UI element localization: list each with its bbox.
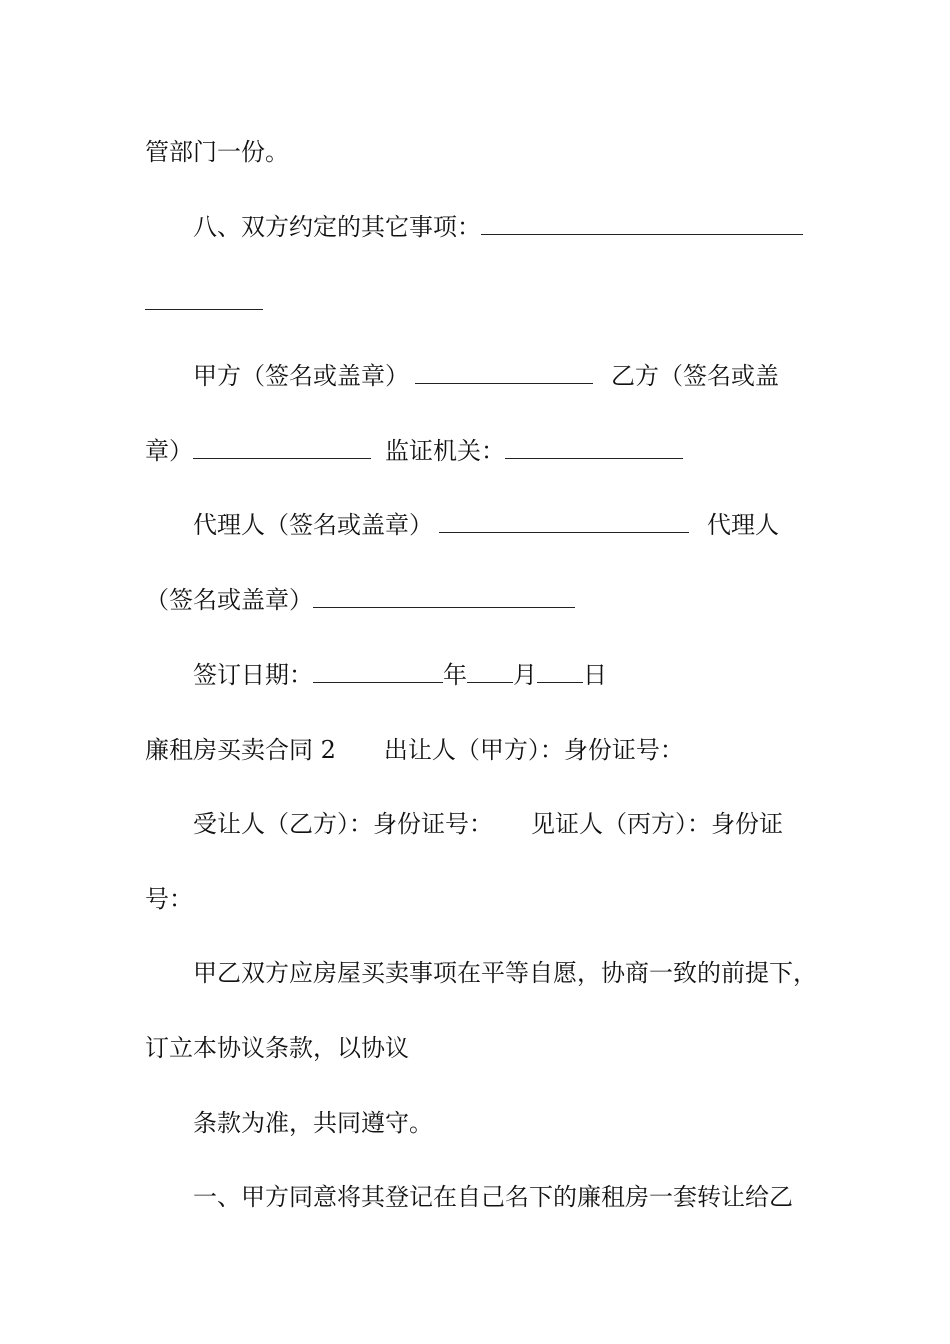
signature-line [193,361,779,391]
parties-line [193,809,783,839]
other-matters-line [193,212,803,242]
fill-blank [505,436,683,459]
agent2-signature-label: 代理人 [707,511,779,539]
fill-blank [467,660,513,683]
text-line [145,884,193,914]
fill-blank [537,660,583,683]
party-b-signature-label: 乙方（签名或盖 [611,362,779,390]
signing-date-label: 签订日期： [193,661,313,689]
party-a-signature-label: 甲方（签名或盖章） [193,362,409,390]
fill-blank [193,436,371,459]
signature-line [145,436,683,466]
fill-blank [313,660,443,683]
agent-signature-line [193,510,779,540]
other-matters-label: 八、双方约定的其它事项： [193,213,481,241]
preamble-text-cont: 订立本协议条款，以协议 [145,1034,409,1062]
fill-blank [481,212,803,235]
fill-blank [415,361,593,384]
contract-title-line [145,735,684,765]
agent2-signature-label-end: （签名或盖章） [145,586,313,614]
fill-blank [313,585,575,608]
paragraph-line [145,1033,409,1063]
month-label: 月 [513,661,537,689]
paragraph-line [193,1108,433,1138]
clause-one-line [193,1182,793,1212]
signing-date-line [193,660,607,690]
year-label: 年 [443,661,467,689]
day-label: 日 [583,661,607,689]
preamble-text-end: 条款为准，共同遵守。 [193,1109,433,1137]
witness-party-label: 见证人（丙方）：身份证 [531,810,783,838]
text-line [145,137,289,167]
agent-signature-line [145,585,575,615]
contract-title: 廉租房买卖合同 2 [145,736,336,764]
fill-blank [439,510,689,533]
id-number-label-end: 号： [145,885,193,913]
agent-signature-label: 代理人（签名或盖章） [193,511,433,539]
paragraph-line [193,958,817,988]
clause-one-text: 一、甲方同意将其登记在自己名下的廉租房一套转让给乙 [193,1183,793,1211]
witness-authority-label: 监证机关： [385,437,505,465]
fill-blank [145,287,263,310]
party-b-signature-label-end: 章） [145,437,193,465]
preamble-text: 甲乙双方应房屋买卖事项在平等自愿，协商一致的前提下， [193,959,817,987]
paragraph-end-text: 管部门一份。 [145,138,289,166]
transferor-label: 出让人（甲方）：身份证号： [383,736,684,764]
blank-line [145,287,263,317]
transferee-label: 受让人（乙方）：身份证号： [193,810,493,838]
